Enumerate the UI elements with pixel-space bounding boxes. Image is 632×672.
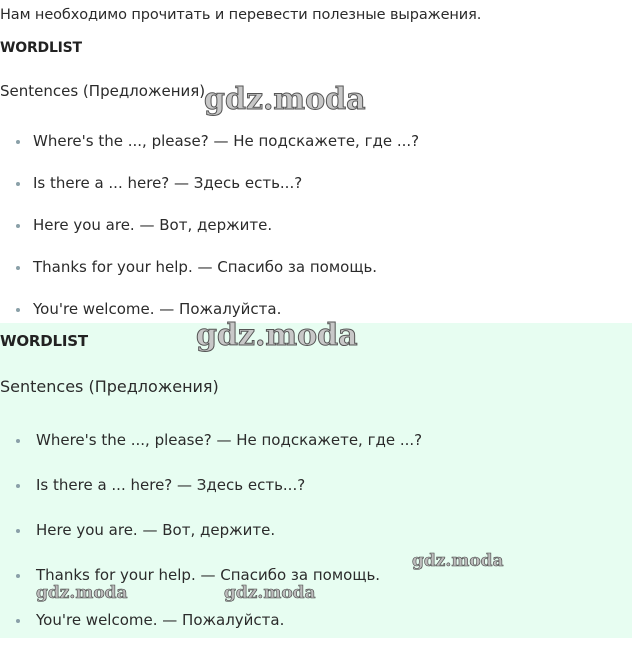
bullet-icon xyxy=(16,484,20,488)
wordlist-heading: WORDLIST xyxy=(0,332,88,350)
list-item: Here you are. — Вот, держите. xyxy=(0,521,422,566)
wordlist-heading: WORDLIST xyxy=(0,40,82,56)
bullet-icon xyxy=(16,439,20,443)
phrase-list xyxy=(0,431,422,656)
bullet-icon xyxy=(16,308,20,312)
watermark: gdz.moda xyxy=(196,318,358,353)
bullet-icon xyxy=(16,140,20,144)
bullet-icon xyxy=(16,529,20,533)
list-item: Where's the ..., please? — Не подскажете, где ...? xyxy=(0,431,422,476)
list-item: Here you are. — Вот, держите. xyxy=(0,216,419,258)
sentences-heading: Sentences (Предложения) xyxy=(0,377,219,396)
bullet-icon xyxy=(16,224,20,228)
list-item: You're welcome. — Пожалуйста. xyxy=(0,611,422,656)
bullet-icon xyxy=(16,574,20,578)
bullet-icon xyxy=(16,619,20,623)
bullet-icon xyxy=(16,182,20,186)
list-item: You're welcome. — Пожалуйста. xyxy=(0,300,419,342)
watermark: gdz.moda xyxy=(224,583,316,603)
list-item: Thanks for your help. — Спасибо за помощь. xyxy=(0,258,419,300)
watermark: gdz.moda xyxy=(36,583,128,603)
list-item: Thanks for your help. — Спасибо за помощь. xyxy=(0,566,422,611)
watermark: gdz.moda xyxy=(204,82,366,117)
list-item: Where's the ..., please? — Не подскажете, где ...? xyxy=(0,132,419,174)
intro-text: Нам необходимо прочитать и перевести полезные выражения. xyxy=(0,7,482,23)
list-item: Is there a ... here? — Здесь есть...? xyxy=(0,174,419,216)
sentences-heading: Sentences (Предложения) xyxy=(0,82,206,100)
bullet-icon xyxy=(16,266,20,270)
phrase-list xyxy=(0,132,419,342)
watermark: gdz.moda xyxy=(412,551,504,571)
list-item: Is there a ... here? — Здесь есть...? xyxy=(0,476,422,521)
